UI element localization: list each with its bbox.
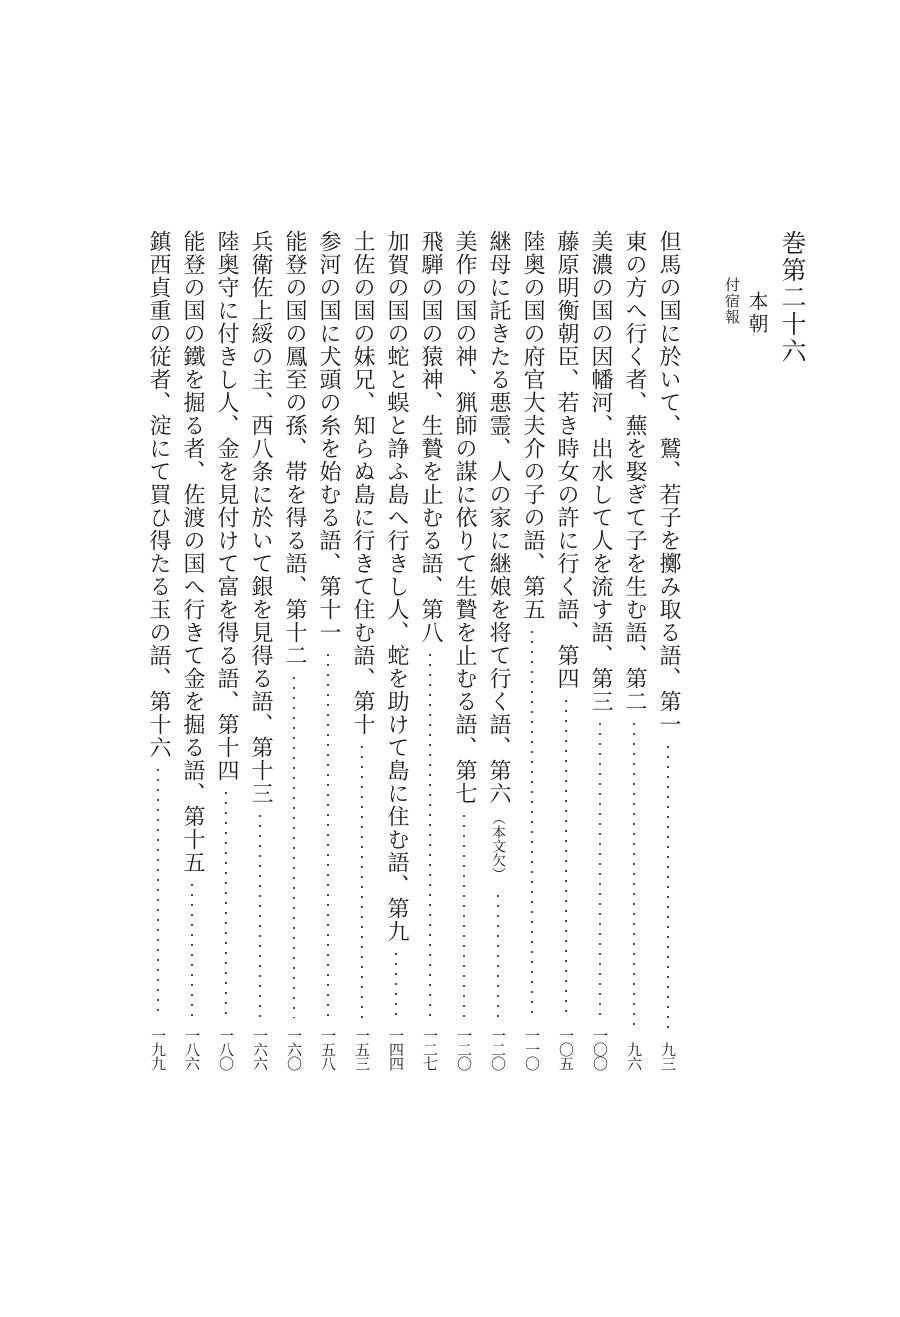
entry-title: 鎮西貞重の従者、淀にて買ひ得たる玉の語、第十六 [146,230,171,759]
entry-title: 但馬の国に於いて、鷲、若子を擲み取る語、第一 [656,230,681,736]
toc-entry [512,230,552,1070]
toc-entry [648,230,688,1070]
entry-title: 美濃の国の因幡河、出水して人を流す語、第三 [588,230,613,713]
entry-title: 参河の国に犬頭の糸を始むる語、第十一 [316,230,341,644]
dot-leader [463,811,465,1018]
entry-page-number: 一六六 [251,1028,269,1070]
entry-page-number: 一二〇 [455,1028,473,1070]
dot-leader [599,719,601,1018]
toc-entry [172,230,212,1070]
dot-leader [667,742,669,1032]
toc-entry [138,230,178,1070]
entry-title: 藤原明衡朝臣、若き時女の許に行く語、第四 [554,230,579,690]
dot-leader [565,696,567,1018]
entry-title: 東の方へ行く者、蕪を娶ぎて子を生む語、第二 [622,230,647,713]
dot-leader [361,742,363,1018]
entry-title: 能登の国の鳳至の孫、帯を得る語、第十二 [282,230,307,667]
volume-subtitle: 付宿報 [723,276,741,325]
entry-title: 陸奥守に付きし人、金を見付けて富を得る語、第十四 [214,230,239,782]
dot-leader [531,627,533,1018]
entry-title: 加賀の国の蛇と蜈と諍ふ島へ行きし人、蛇を助けて島に住む語、第九 [384,230,409,943]
toc-entry [342,230,382,1070]
entry-page-number: 九三 [659,1042,677,1070]
entry-page-number: 一八〇 [217,1028,235,1070]
dot-leader [429,650,431,1018]
dot-leader [157,765,159,1018]
toc-entry [274,230,314,1070]
entry-page-number: 一〇〇 [591,1028,609,1070]
toc-entry [478,230,518,1070]
toc-entry [206,230,246,1070]
dot-leader [327,650,329,1018]
entry-title: 陸奥の国の府官大夫介の子の語、第五 [520,230,545,621]
dot-leader [395,949,397,1018]
entry-title: 飛騨の国の猿神、生贄を止むる語、第八 [418,230,443,644]
volume-heading [722,230,807,1070]
toc-entry [444,230,484,1070]
entry-page-number: 一八六 [183,1028,201,1070]
dot-leader [225,788,227,1018]
entry-page-number: 一二七 [421,1028,439,1070]
toc-entry [376,230,416,1070]
toc-entry [546,230,586,1070]
entry-title: 継母に託きたる悪霊、人の家に継娘を将て行く語、第六 [486,230,511,805]
volume-title: 巻第二十六 [778,230,807,365]
entry-page-number: 一四四 [387,1028,405,1070]
entry-page-number: 一五三 [353,1028,371,1070]
dot-leader [633,719,635,1032]
entry-title: 兵衛佐上綏の主、西八条に於いて銀を見得る語、第十三 [248,230,273,805]
entry-page-number: 一一〇 [523,1028,541,1070]
entry-page-number: 一六〇 [285,1028,303,1070]
entry-page-number: 一五八 [319,1028,337,1070]
dot-leader [259,811,261,1018]
toc-entry [614,230,654,1070]
entry-page-number: 九六 [625,1042,643,1070]
entry-page-number: 一二〇 [489,1028,507,1070]
dot-leader [293,673,295,1018]
volume-section: 本朝 [745,290,769,335]
dot-leader [497,891,499,1018]
toc-entry [580,230,620,1070]
dot-leader [191,880,193,1018]
toc-entry [410,230,450,1070]
entry-title: 美作の国の神、猟師の謀に依りて生贄を止むる語、第七 [452,230,477,805]
entry-title: 能登の国の鐵を掘る者、佐渡の国へ行きて金を掘る語、第十五 [180,230,205,874]
entry-page-number: 一〇五 [557,1028,575,1070]
entry-title: 土佐の国の妹兄、知らぬ島に行きて住む語、第十 [350,230,375,736]
entry-page-number: 一九九 [149,1028,167,1070]
toc-entry [308,230,348,1070]
toc-entry [240,230,280,1070]
entry-note: （本文欠） [490,811,506,881]
